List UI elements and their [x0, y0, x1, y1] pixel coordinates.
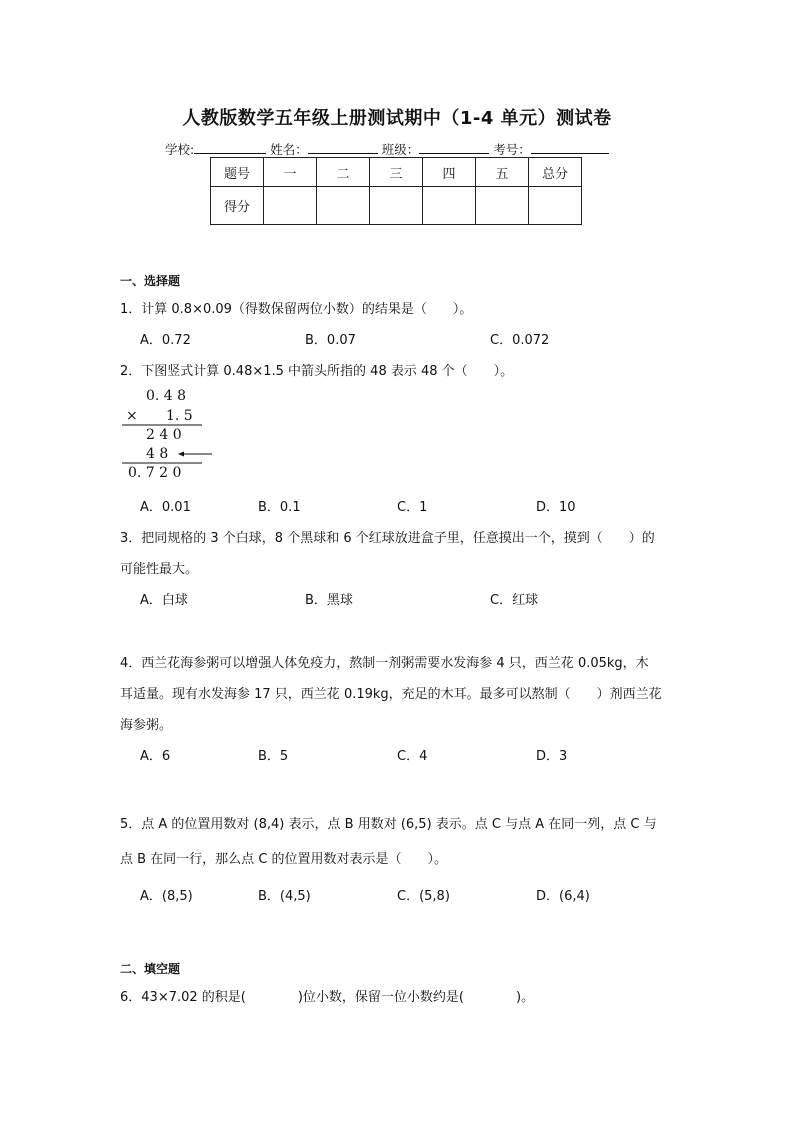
q2-option-a[interactable]: A．0.01: [140, 500, 191, 515]
score-table-header-row: [211, 158, 582, 187]
q2-option-b[interactable]: B．0.1: [258, 500, 301, 515]
score-header-cell: 三: [370, 158, 423, 187]
question-4-line-2: 耳适量。现有水发海参 17 只，西兰花 0.19kg，充足的木耳。最多可以熬制（ ）剂西兰花: [120, 687, 662, 702]
score-header-cell: 四: [423, 158, 476, 187]
school-label: 学校:: [165, 142, 195, 157]
question-4-line-3: 海参粥。: [120, 718, 173, 733]
score-header-cell: 五: [476, 158, 529, 187]
question-4-line-1: 4．西兰花海参粥可以增强人体免疫力，熬制一剂粥需要水发海参 4 只，西兰花 0.05kg，木: [120, 656, 649, 671]
name-label: 姓名：: [270, 142, 308, 157]
score-cell[interactable]: [423, 187, 476, 225]
class-blank[interactable]: [419, 141, 489, 154]
score-cell[interactable]: [476, 187, 529, 225]
q3-option-a[interactable]: A．白球: [140, 593, 188, 608]
q5-option-b[interactable]: B．(4,5): [258, 889, 311, 904]
q2-option-d[interactable]: D．10: [536, 500, 576, 515]
score-cell[interactable]: [529, 187, 582, 225]
score-header-cell: 题号: [211, 158, 264, 187]
score-table: [210, 157, 582, 225]
number-blank[interactable]: [531, 141, 609, 154]
score-cell[interactable]: [264, 187, 317, 225]
question-2-text: 2．下图竖式计算 0.48×1.5 中箭头所指的 48 表示 48 个（ ）。: [120, 364, 514, 379]
q1-option-a[interactable]: A．0.72: [140, 333, 191, 348]
question-3-line-2: 可能性最大。: [120, 562, 199, 577]
q4-option-a[interactable]: A．6: [140, 749, 171, 764]
q4-option-b[interactable]: B．5: [258, 749, 289, 764]
vm-line-5: 0. 7 2 0: [128, 465, 182, 481]
question-6-text: 6．43×7.02 的积是( )位小数，保留一位小数约是( )。: [120, 990, 535, 1005]
q1-option-c[interactable]: C．0.072: [490, 333, 550, 348]
q4-option-d[interactable]: D．3: [536, 749, 568, 764]
name-blank[interactable]: [308, 141, 378, 154]
section-title-choice: 一、选择题: [120, 274, 181, 288]
score-table-score-row: [211, 187, 582, 225]
score-header-cell: 一: [264, 158, 317, 187]
q1-option-b[interactable]: B．0.07: [305, 333, 356, 348]
question-1-text: 1．计算 0.8×0.09（得数保留两位小数）的结果是（ ）。: [120, 302, 473, 317]
q2-option-c[interactable]: C．1: [397, 500, 428, 515]
vm-line-4: 4 8: [146, 446, 169, 462]
q4-option-c[interactable]: C．4: [397, 749, 428, 764]
section-title-fill-blank: 二、填空题: [120, 962, 181, 976]
score-cell[interactable]: [370, 187, 423, 225]
score-header-cell: 二: [317, 158, 370, 187]
student-info-line: [165, 140, 609, 158]
number-label: 考号：: [493, 142, 531, 157]
vm-lines-and-arrow: [118, 386, 218, 486]
q5-option-c[interactable]: C．(5,8): [397, 889, 450, 904]
question-3-line-1: 3．把同规格的 3 个白球，8 个黑球和 6 个红球放进盒子里，任意摸出一个，摸到（ ）的: [120, 531, 655, 546]
vm-line-2: 1. 5: [166, 408, 193, 424]
score-row-label: 得分: [211, 187, 264, 225]
vm-times-sign: ×: [126, 408, 138, 424]
class-label: 班级：: [381, 142, 420, 157]
score-cell[interactable]: [317, 187, 370, 225]
vertical-multiplication: [118, 386, 218, 486]
vm-line-1: 0. 4 8: [146, 388, 187, 404]
q5-option-d[interactable]: D．(6,4): [536, 889, 590, 904]
vm-line-3: 2 4 0: [146, 427, 182, 443]
score-header-cell: 总分: [529, 158, 582, 187]
q5-option-a[interactable]: A．(8,5): [140, 889, 193, 904]
question-5-line-1: 5．点 A 的位置用数对 (8,4) 表示，点 B 用数对 (6,5) 表示。点 C 与点 A 在同一列，点 C 与: [120, 817, 657, 832]
question-5-line-2: 点 B 在同一行，那么点 C 的位置用数对表示是（ ）。: [120, 852, 448, 867]
page-title: 人教版数学五年级上册测试期中（1-4 单元）测试卷: [182, 108, 612, 129]
school-blank[interactable]: [194, 141, 266, 154]
q3-option-b[interactable]: B．黑球: [305, 593, 353, 608]
q3-option-c[interactable]: C．红球: [490, 593, 539, 608]
